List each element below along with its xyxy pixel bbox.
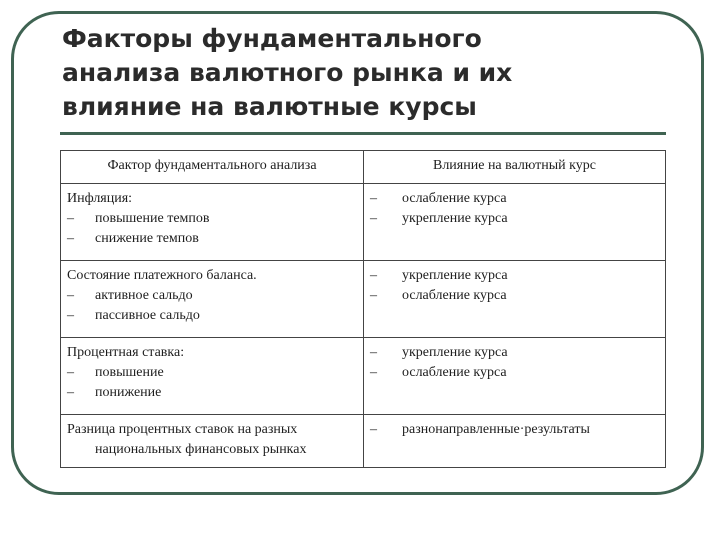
title-line: анализа валютного рынка и их	[62, 58, 513, 87]
effect-cell	[364, 261, 666, 338]
table-row	[61, 338, 666, 415]
factor-cell	[61, 338, 364, 415]
factor-label: Состояние платежного баланса.	[67, 268, 257, 283]
effect-item	[370, 189, 659, 209]
effect-item	[370, 420, 659, 440]
effect-item	[370, 363, 659, 383]
factor-item-text: снижение темпов	[95, 231, 199, 246]
title-line: влияние на валютные курсы	[62, 92, 477, 121]
factor-cell	[61, 415, 364, 468]
dash-mark: –	[67, 308, 74, 323]
factor-label-continued: национальных финансовых рынках	[95, 442, 307, 457]
factor-item-text: повышение темпов	[95, 211, 210, 226]
factor-item-text: активное сальдо	[95, 288, 193, 303]
factor-label: Инфляция:	[67, 191, 133, 206]
effect-cell	[364, 184, 666, 261]
factor-item-text: повышение	[95, 365, 164, 380]
header-influence: Влияние на валютный курс	[364, 151, 666, 184]
effect-text: ослабление курса	[402, 191, 507, 206]
dash-mark: –	[370, 211, 377, 226]
dash-mark: –	[67, 385, 74, 400]
effect-text: разнонаправленные·результаты	[402, 422, 590, 437]
factors-table	[60, 150, 666, 468]
effect-item	[370, 286, 659, 306]
effect-item	[370, 343, 659, 363]
factor-label: Разница процентных ставок на разных	[67, 422, 298, 437]
factor-item-text: понижение	[95, 385, 162, 400]
table-row	[61, 261, 666, 338]
factor-item	[67, 209, 357, 229]
effect-text: ослабление курса	[402, 288, 507, 303]
factor-item-text: пассивное сальдо	[95, 308, 200, 323]
dash-mark: –	[67, 365, 74, 380]
dash-mark: –	[370, 268, 377, 283]
table-row	[61, 415, 666, 468]
factor-item	[67, 383, 357, 403]
table-header-row	[61, 151, 666, 184]
factor-label: Процентная ставка:	[67, 345, 185, 360]
factor-cell	[61, 184, 364, 261]
dash-mark: –	[67, 211, 74, 226]
effect-item	[370, 266, 659, 286]
slide-title	[62, 22, 662, 124]
header-factor: Фактор фундаментального анализа	[61, 151, 364, 184]
factor-item	[67, 286, 357, 306]
effect-text: укрепление курса	[402, 268, 508, 283]
dash-mark: –	[370, 365, 377, 380]
dash-mark: –	[370, 288, 377, 303]
factor-item	[67, 306, 357, 326]
effect-cell	[364, 338, 666, 415]
factor-cell	[61, 261, 364, 338]
effect-item	[370, 209, 659, 229]
effect-text: ослабление курса	[402, 365, 507, 380]
effect-text: укрепление курса	[402, 211, 508, 226]
effect-text: укрепление курса	[402, 345, 508, 360]
dash-mark: –	[67, 288, 74, 303]
dash-mark: –	[67, 231, 74, 246]
effect-cell	[364, 415, 666, 468]
factor-item	[67, 363, 357, 383]
title-divider	[60, 132, 666, 135]
factor-item	[67, 229, 357, 249]
dash-mark: –	[370, 345, 377, 360]
table-row	[61, 184, 666, 261]
dash-mark: –	[370, 191, 377, 206]
title-line: Факторы фундаментального	[62, 24, 482, 53]
dash-mark: –	[370, 422, 377, 437]
